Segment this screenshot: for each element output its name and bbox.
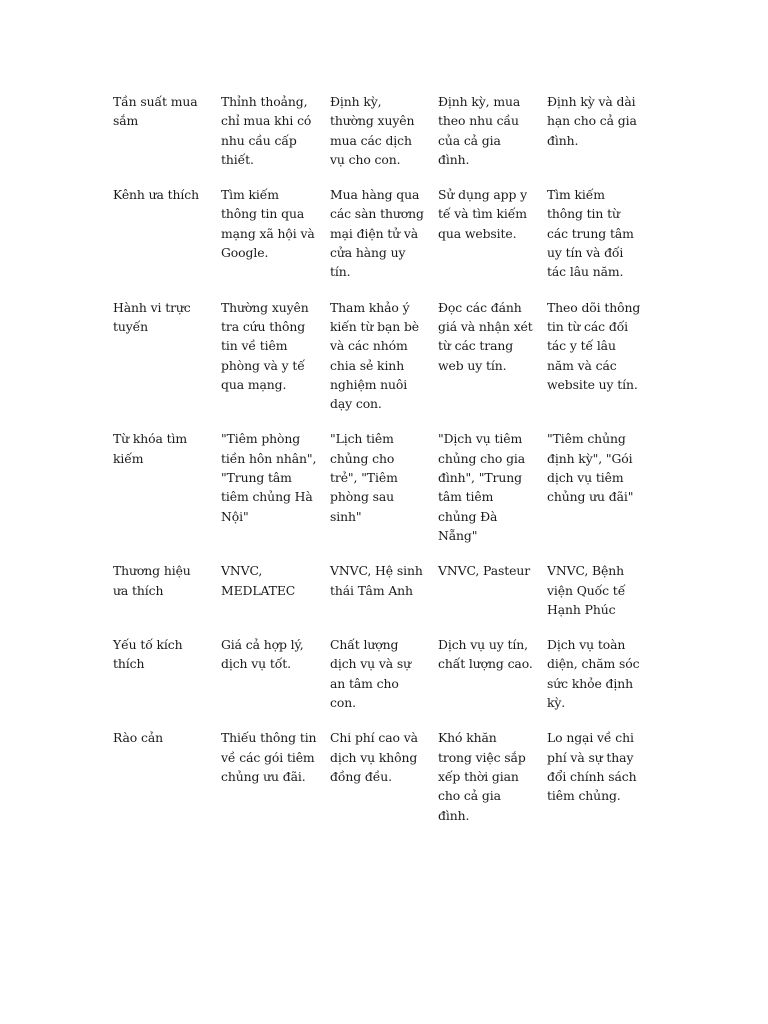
table-cell: Thường xuyên tra cứu thông tin về tiêm phòng và y tế qua mạng. bbox=[221, 299, 309, 392]
table-cell: Thiếu thông tin về các gói tiêm chủng ưu đãi. bbox=[221, 730, 317, 784]
table-cell: Sử dụng app y tế và tìm kiếm qua website. bbox=[438, 187, 528, 241]
table-cell: "Tiêm chủng định kỳ", "Gói dịch vụ tiêm chủng ưu đãi" bbox=[547, 431, 634, 505]
table-cell: Định kỳ và dài hạn cho cả gia đình. bbox=[547, 94, 637, 148]
row-label: Tần suất mua sắm bbox=[113, 94, 198, 129]
table-cell: Đọc các đánh giá và nhận xét từ các trang web uy tín. bbox=[438, 299, 533, 373]
table-cell: Tham khảo ý kiến từ bạn bè và các nhóm chia sẻ kinh nghiệm nuôi dạy con. bbox=[330, 299, 420, 412]
row-label: Hành vi trực tuyến bbox=[113, 299, 191, 334]
table-cell: Thỉnh thoảng, chỉ mua khi có nhu cầu cấp thiết. bbox=[221, 94, 312, 167]
row-label: Từ khóa tìm kiếm bbox=[113, 431, 188, 466]
table-row bbox=[106, 86, 650, 179]
table-row bbox=[106, 722, 650, 834]
table-cell: VNVC, Bệnh viện Quốc tế Hạnh Phúc bbox=[547, 563, 626, 617]
table-cell: Định kỳ, mua theo nhu cầu của cả gia đình. bbox=[438, 94, 521, 167]
table-row bbox=[106, 555, 650, 629]
table-row bbox=[106, 179, 650, 291]
table-cell: Giá cả hợp lý, dịch vụ tốt. bbox=[221, 637, 304, 672]
table-row bbox=[106, 292, 650, 424]
table-cell: Dịch vụ uy tín, chất lượng cao. bbox=[438, 637, 533, 672]
table-cell: Tìm kiếm thông tin từ các trung tâm uy tín và đối tác lâu năm. bbox=[547, 187, 634, 280]
table-cell: "Dịch vụ tiêm chủng cho gia đình", "Trung tâm tiêm chủng Đà Nẵng" bbox=[438, 431, 526, 543]
table-cell: Mua hàng qua các sàn thương mại điện tử và cửa hàng uy tín. bbox=[330, 187, 424, 280]
table-cell: Theo dõi thông tin từ các đối tác y tế lâu năm và các website uy tín. bbox=[547, 299, 641, 392]
table-cell: Định kỳ, thường xuyên mua các dịch vụ cho con. bbox=[330, 94, 415, 167]
table-cell: Khó khăn trong việc sắp xếp thời gian cho cả gia đình. bbox=[438, 730, 526, 823]
table-row bbox=[106, 629, 650, 722]
table-cell: Tìm kiếm thông tin qua mạng xã hội và Google. bbox=[221, 187, 315, 261]
table-cell: Chi phí cao và dịch vụ không đồng đều. bbox=[330, 730, 418, 784]
row-label: Kênh ưa thích bbox=[113, 187, 200, 203]
table-cell: "Lịch tiêm chủng cho trẻ", "Tiêm phòng sau sinh" bbox=[330, 431, 398, 524]
table-cell: Chất lượng dịch vụ và sự an tâm cho con. bbox=[330, 637, 412, 711]
table-cell: VNVC, MEDLATEC bbox=[221, 563, 296, 598]
row-label: Thương hiệu ưa thích bbox=[113, 563, 191, 598]
table-cell: "Tiêm phòng tiền hôn nhân", "Trung tâm tiêm chủng Hà Nội" bbox=[221, 431, 317, 524]
persona-comparison-table bbox=[106, 86, 650, 835]
row-label: Rào cản bbox=[113, 730, 164, 746]
table-row bbox=[106, 423, 650, 555]
table-cell: VNVC, Pasteur bbox=[438, 563, 531, 579]
row-label: Yếu tố kích thích bbox=[113, 637, 183, 672]
table-cell: VNVC, Hệ sinh thái Tâm Anh bbox=[330, 563, 423, 598]
table-cell: Dịch vụ toàn diện, chăm sóc sức khỏe định kỳ. bbox=[547, 637, 640, 711]
table-cell: Lo ngại về chi phí và sự thay đổi chính sách tiêm chủng. bbox=[547, 730, 637, 804]
